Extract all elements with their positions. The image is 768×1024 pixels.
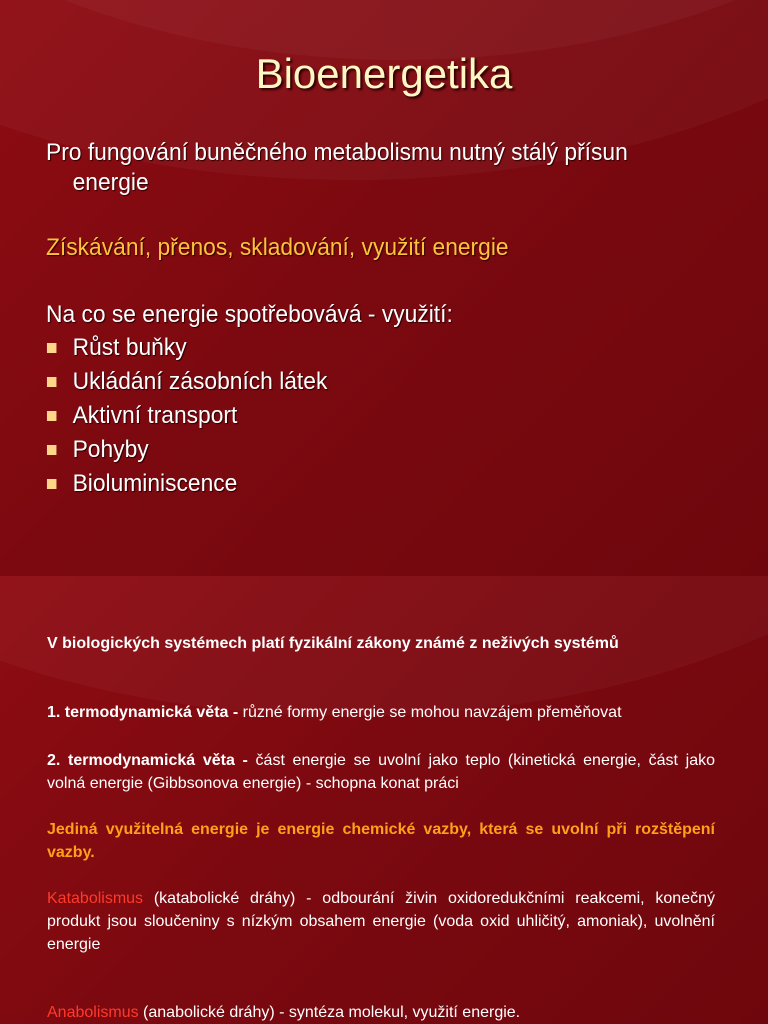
katabolismus-text: (katabolické dráhy) - odbourání živin oxidoredukčními reakcemi, konečný produkt jsou sloučeniny s nízkým obsahem energie (voda oxid uhličitý, amoniak), uvolnění energie: [47, 890, 715, 953]
bullet-square-icon: [47, 377, 57, 387]
slide-thermodynamics: [0, 576, 768, 1024]
anabolismus-paragraph: [47, 1001, 715, 1024]
bullet-square-icon: [47, 343, 57, 353]
list-item: Aktivní transport: [46, 399, 702, 433]
bullet-square-icon: [47, 411, 57, 421]
usage-list: [46, 331, 702, 501]
laws-intro: V biologických systémech platí fyzikální zákony známé z neživých systémů: [47, 635, 619, 652]
law-1: [47, 701, 715, 724]
bullet-square-icon: [47, 445, 57, 455]
katabolismus-term: Katabolismus: [47, 890, 144, 907]
usage-heading: Na co se energie spotřebovává - využití:: [46, 301, 453, 328]
katabolismus-paragraph: [47, 887, 715, 956]
law-1-label: 1. termodynamická věta -: [47, 704, 239, 721]
list-item: Bioluminiscence: [46, 467, 702, 501]
anabolismus-text: (anabolické dráhy) - syntéza molekul, využití energie.: [138, 1004, 521, 1021]
list-item: Ukládání zásobních látek: [46, 365, 702, 399]
usable-energy-note: Jediná využitelná energie je energie chemické vazby, která se uvolní při rozštěpení vazby.: [47, 821, 715, 861]
intro-line-2: energie: [72, 169, 149, 196]
law-1-text: různé formy energie se mohou navzájem přeměňovat: [238, 704, 622, 721]
law-2: [47, 749, 715, 795]
law-2-label: 2. termodynamická věta -: [47, 752, 248, 769]
slide-title: Bioenergetika: [255, 50, 513, 97]
intro-paragraph: [46, 138, 702, 198]
highlight-text: Získávání, přenos, skladování, využití energie: [46, 234, 509, 261]
intro-line-1: Pro fungování buněčného metabolismu nutný stálý přísun: [46, 139, 628, 166]
law-2-text: část energie se uvolní jako teplo (kinetická energie, část jako volná energie (Gibbsonova energie) - schopna konat práci: [47, 752, 716, 792]
bullet-square-icon: [47, 479, 57, 489]
anabolismus-term: Anabolismus: [47, 1004, 139, 1021]
list-item: Růst buňky: [46, 331, 702, 365]
list-item: Pohyby: [46, 433, 702, 467]
